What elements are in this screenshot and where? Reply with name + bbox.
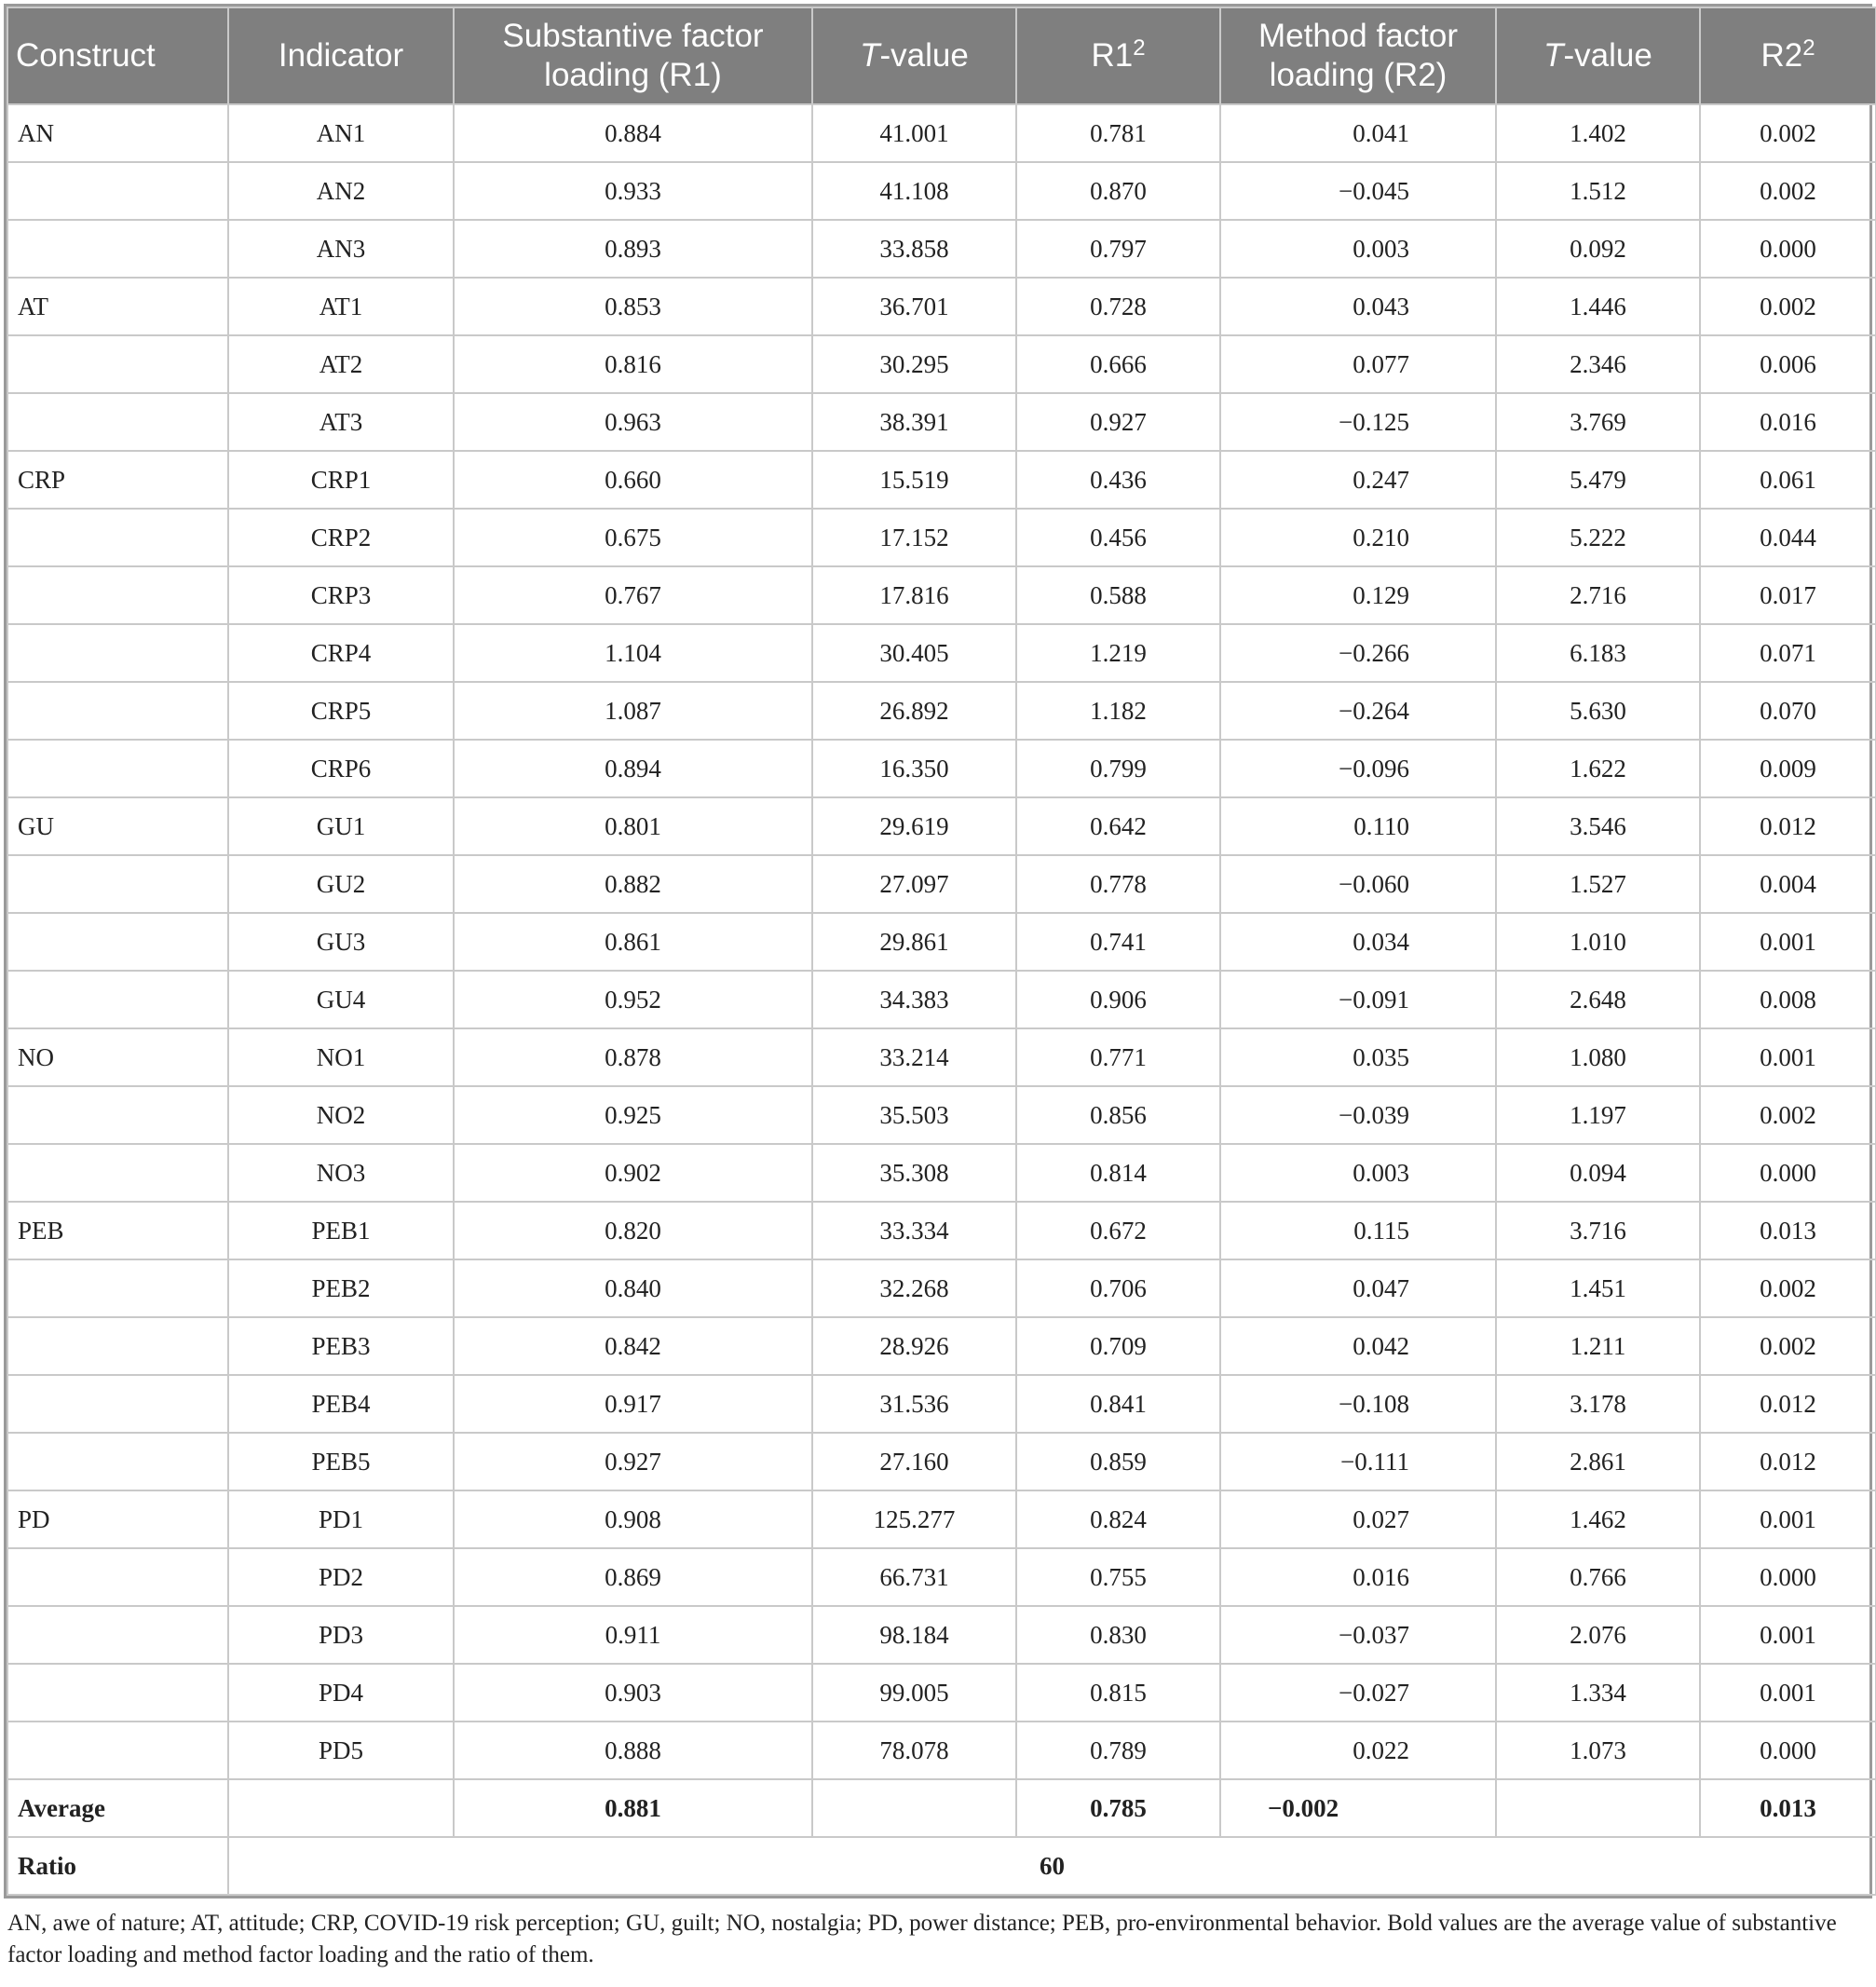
construct-cell: [7, 393, 228, 451]
construct-cell: [7, 1086, 228, 1144]
t-value-1-cell: 99.005: [812, 1664, 1016, 1722]
substantive-loading-cell: 0.840: [454, 1259, 812, 1317]
t-value-2-cell: 1.462: [1496, 1490, 1700, 1548]
r1-squared-cell: 0.927: [1016, 393, 1220, 451]
t-value-1-cell: 30.405: [812, 624, 1016, 682]
construct-cell: [7, 1317, 228, 1375]
r1-squared-cell: 0.799: [1016, 740, 1220, 797]
t-value-2-cell: 1.334: [1496, 1664, 1700, 1722]
table-row: [7, 1433, 1876, 1490]
t-value-2-cell: 0.094: [1496, 1144, 1700, 1202]
t-value-1-cell: 34.383: [812, 971, 1016, 1028]
method-loading-cell: 0.247: [1220, 451, 1496, 509]
indicator-cell: PEB4: [228, 1375, 454, 1433]
header-t-value-1-italic: T: [860, 37, 880, 74]
method-loading-cell: −0.060: [1220, 855, 1496, 913]
method-loading-cell: 0.022: [1220, 1722, 1496, 1779]
table-row: [7, 682, 1876, 740]
r2-squared-cell: 0.002: [1700, 278, 1876, 335]
method-loading-cell: −0.125: [1220, 393, 1496, 451]
t-value-2-cell: 2.648: [1496, 971, 1700, 1028]
substantive-loading-cell: 0.820: [454, 1202, 812, 1259]
r2-squared-cell: 0.070: [1700, 682, 1876, 740]
t-value-1-cell: 16.350: [812, 740, 1016, 797]
table-row: [7, 162, 1876, 220]
r2-squared-cell: 0.002: [1700, 1259, 1876, 1317]
r1-squared-cell: 0.814: [1016, 1144, 1220, 1202]
r1-squared-cell: 0.841: [1016, 1375, 1220, 1433]
r1-squared-cell: 0.771: [1016, 1028, 1220, 1086]
indicator-cell: AT2: [228, 335, 454, 393]
substantive-loading-cell: 0.963: [454, 393, 812, 451]
t-value-1-cell: 41.001: [812, 104, 1016, 162]
header-r2-base: R2: [1760, 37, 1803, 74]
r1-squared-cell: 0.906: [1016, 971, 1220, 1028]
substantive-loading-cell: 0.894: [454, 740, 812, 797]
header-t-value-1-rest: -value: [879, 37, 969, 74]
r1-squared-cell: 0.830: [1016, 1606, 1220, 1664]
r2-squared-cell: 0.006: [1700, 335, 1876, 393]
indicator-cell: GU1: [228, 797, 454, 855]
method-loading-cell: 0.077: [1220, 335, 1496, 393]
indicator-cell: AN2: [228, 162, 454, 220]
t-value-2-cell: 1.402: [1496, 104, 1700, 162]
r2-squared-cell: 0.001: [1700, 913, 1876, 971]
average-t-value-1-cell: [812, 1779, 1016, 1837]
factor-loading-table: [7, 7, 1876, 1896]
table-row: [7, 278, 1876, 335]
t-value-1-cell: 32.268: [812, 1259, 1016, 1317]
t-value-1-cell: 38.391: [812, 393, 1016, 451]
table-row: [7, 104, 1876, 162]
indicator-cell: PEB3: [228, 1317, 454, 1375]
t-value-2-cell: 1.622: [1496, 740, 1700, 797]
r1-squared-cell: 1.219: [1016, 624, 1220, 682]
t-value-1-cell: 35.308: [812, 1144, 1016, 1202]
r1-squared-cell: 0.824: [1016, 1490, 1220, 1548]
t-value-2-cell: 5.222: [1496, 509, 1700, 566]
substantive-loading-cell: 0.842: [454, 1317, 812, 1375]
r2-squared-cell: 0.001: [1700, 1664, 1876, 1722]
construct-cell: [7, 1433, 228, 1490]
t-value-1-cell: 98.184: [812, 1606, 1016, 1664]
table-row: [7, 1664, 1876, 1722]
r2-squared-cell: 0.009: [1700, 740, 1876, 797]
average-method-loading: −0.002: [1220, 1779, 1496, 1837]
substantive-loading-cell: 0.917: [454, 1375, 812, 1433]
method-loading-cell: −0.111: [1220, 1433, 1496, 1490]
t-value-1-cell: 33.334: [812, 1202, 1016, 1259]
r1-squared-cell: 1.182: [1016, 682, 1220, 740]
table-row: [7, 1317, 1876, 1375]
construct-cell: [7, 624, 228, 682]
r1-squared-cell: 0.778: [1016, 855, 1220, 913]
table-row: [7, 1259, 1876, 1317]
construct-cell: [7, 855, 228, 913]
t-value-2-cell: 5.479: [1496, 451, 1700, 509]
r1-squared-cell: 0.666: [1016, 335, 1220, 393]
substantive-loading-cell: 0.675: [454, 509, 812, 566]
t-value-1-cell: 125.277: [812, 1490, 1016, 1548]
substantive-loading-cell: 0.927: [454, 1433, 812, 1490]
method-loading-cell: −0.045: [1220, 162, 1496, 220]
t-value-1-cell: 30.295: [812, 335, 1016, 393]
average-t-value-2-cell: [1496, 1779, 1700, 1837]
construct-cell: NO: [7, 1028, 228, 1086]
t-value-2-cell: 1.073: [1496, 1722, 1700, 1779]
indicator-cell: PD3: [228, 1606, 454, 1664]
r2-squared-cell: 0.002: [1700, 1086, 1876, 1144]
indicator-cell: AT3: [228, 393, 454, 451]
ratio-row: [7, 1837, 1876, 1895]
substantive-loading-cell: 0.861: [454, 913, 812, 971]
r2-squared-cell: 0.008: [1700, 971, 1876, 1028]
table-row: [7, 1606, 1876, 1664]
r2-squared-cell: 0.000: [1700, 1144, 1876, 1202]
header-t-value-2: [1496, 7, 1700, 104]
indicator-cell: CRP4: [228, 624, 454, 682]
r1-squared-cell: 0.859: [1016, 1433, 1220, 1490]
ratio-label: Ratio: [7, 1837, 228, 1895]
r2-squared-cell: 0.001: [1700, 1606, 1876, 1664]
t-value-2-cell: 0.766: [1496, 1548, 1700, 1606]
t-value-2-cell: 2.716: [1496, 566, 1700, 624]
average-r1-squared: 0.785: [1016, 1779, 1220, 1837]
method-loading-cell: 0.035: [1220, 1028, 1496, 1086]
average-r2-squared: 0.013: [1700, 1779, 1876, 1837]
r1-squared-cell: 0.706: [1016, 1259, 1220, 1317]
header-t-value-2-rest: -value: [1563, 37, 1652, 74]
t-value-1-cell: 17.152: [812, 509, 1016, 566]
indicator-cell: NO1: [228, 1028, 454, 1086]
substantive-loading-cell: 0.884: [454, 104, 812, 162]
construct-cell: [7, 220, 228, 278]
indicator-cell: PEB1: [228, 1202, 454, 1259]
indicator-cell: GU2: [228, 855, 454, 913]
header-r1-base: R1: [1091, 37, 1134, 74]
table-row: [7, 624, 1876, 682]
method-loading-cell: −0.039: [1220, 1086, 1496, 1144]
construct-cell: PEB: [7, 1202, 228, 1259]
r2-squared-cell: 0.016: [1700, 393, 1876, 451]
header-r2-squared: [1700, 7, 1876, 104]
construct-cell: [7, 1375, 228, 1433]
average-row: [7, 1779, 1876, 1837]
indicator-cell: AN3: [228, 220, 454, 278]
t-value-2-cell: 5.630: [1496, 682, 1700, 740]
t-value-2-cell: 2.076: [1496, 1606, 1700, 1664]
method-loading-cell: 0.115: [1220, 1202, 1496, 1259]
t-value-1-cell: 36.701: [812, 278, 1016, 335]
t-value-1-cell: 31.536: [812, 1375, 1016, 1433]
substantive-loading-cell: 0.882: [454, 855, 812, 913]
construct-cell: AT: [7, 278, 228, 335]
method-loading-cell: −0.266: [1220, 624, 1496, 682]
indicator-cell: CRP3: [228, 566, 454, 624]
t-value-2-cell: 2.346: [1496, 335, 1700, 393]
header-t-value-2-italic: T: [1543, 37, 1564, 74]
r2-squared-cell: 0.071: [1700, 624, 1876, 682]
t-value-2-cell: 1.010: [1496, 913, 1700, 971]
indicator-cell: PD4: [228, 1664, 454, 1722]
construct-cell: AN: [7, 104, 228, 162]
r2-squared-cell: 0.000: [1700, 1722, 1876, 1779]
t-value-1-cell: 33.858: [812, 220, 1016, 278]
ratio-value: 60: [228, 1837, 1876, 1895]
header-row: [7, 7, 1876, 104]
table-row: [7, 913, 1876, 971]
r1-squared-cell: 0.797: [1016, 220, 1220, 278]
method-loading-cell: 0.042: [1220, 1317, 1496, 1375]
method-loading-cell: −0.091: [1220, 971, 1496, 1028]
t-value-1-cell: 78.078: [812, 1722, 1016, 1779]
average-label: Average: [7, 1779, 228, 1837]
substantive-loading-cell: 0.902: [454, 1144, 812, 1202]
method-loading-cell: 0.041: [1220, 104, 1496, 162]
t-value-1-cell: 27.097: [812, 855, 1016, 913]
r2-squared-cell: 0.061: [1700, 451, 1876, 509]
method-loading-cell: −0.264: [1220, 682, 1496, 740]
r1-squared-cell: 0.456: [1016, 509, 1220, 566]
t-value-1-cell: 26.892: [812, 682, 1016, 740]
t-value-1-cell: 28.926: [812, 1317, 1016, 1375]
indicator-cell: PD2: [228, 1548, 454, 1606]
indicator-cell: NO2: [228, 1086, 454, 1144]
table-row: [7, 1028, 1876, 1086]
substantive-loading-cell: 0.878: [454, 1028, 812, 1086]
table-row: [7, 393, 1876, 451]
construct-cell: CRP: [7, 451, 228, 509]
t-value-2-cell: 0.092: [1496, 220, 1700, 278]
construct-cell: [7, 566, 228, 624]
substantive-loading-cell: 0.853: [454, 278, 812, 335]
construct-cell: GU: [7, 797, 228, 855]
construct-cell: [7, 509, 228, 566]
t-value-2-cell: 3.716: [1496, 1202, 1700, 1259]
substantive-loading-cell: 0.908: [454, 1490, 812, 1548]
t-value-1-cell: 66.731: [812, 1548, 1016, 1606]
r2-squared-cell: 0.044: [1700, 509, 1876, 566]
method-loading-cell: 0.003: [1220, 220, 1496, 278]
r2-squared-cell: 0.017: [1700, 566, 1876, 624]
r1-squared-cell: 0.815: [1016, 1664, 1220, 1722]
construct-cell: [7, 971, 228, 1028]
t-value-1-cell: 35.503: [812, 1086, 1016, 1144]
construct-cell: [7, 1144, 228, 1202]
table-wrapper: [4, 4, 1872, 1971]
r1-squared-cell: 0.870: [1016, 162, 1220, 220]
table-row: [7, 1086, 1876, 1144]
indicator-cell: GU3: [228, 913, 454, 971]
construct-cell: [7, 162, 228, 220]
header-r1-squared: [1016, 7, 1220, 104]
construct-cell: [7, 1548, 228, 1606]
substantive-loading-cell: 1.087: [454, 682, 812, 740]
table-row: [7, 1375, 1876, 1433]
substantive-loading-cell: 0.893: [454, 220, 812, 278]
table-row: [7, 855, 1876, 913]
indicator-cell: PD5: [228, 1722, 454, 1779]
method-loading-cell: 0.110: [1220, 797, 1496, 855]
table-row: [7, 1202, 1876, 1259]
r2-squared-cell: 0.012: [1700, 1433, 1876, 1490]
substantive-loading-cell: 0.767: [454, 566, 812, 624]
table-frame: [4, 4, 1872, 1899]
table-row: [7, 971, 1876, 1028]
t-value-2-cell: 1.527: [1496, 855, 1700, 913]
indicator-cell: PD1: [228, 1490, 454, 1548]
table-row: [7, 797, 1876, 855]
construct-cell: [7, 1722, 228, 1779]
r2-squared-cell: 0.002: [1700, 1317, 1876, 1375]
header-substantive-line2: loading (R1): [544, 57, 722, 93]
substantive-loading-cell: 0.816: [454, 335, 812, 393]
table-footnote: AN, awe of nature; AT, attitude; CRP, COVID-19 risk perception; GU, guilt; NO, nostalgia; PD, power distance; PEB, pro-environmental behavior. Bold values are the average value of substantive factor loading and method factor loading and the ratio of them.: [7, 1911, 1837, 1967]
indicator-cell: PEB2: [228, 1259, 454, 1317]
method-loading-cell: 0.047: [1220, 1259, 1496, 1317]
t-value-1-cell: 33.214: [812, 1028, 1016, 1086]
r2-squared-cell: 0.000: [1700, 220, 1876, 278]
r2-squared-cell: 0.012: [1700, 1375, 1876, 1433]
t-value-1-cell: 17.816: [812, 566, 1016, 624]
method-loading-cell: 0.210: [1220, 509, 1496, 566]
r1-squared-cell: 0.741: [1016, 913, 1220, 971]
t-value-2-cell: 2.861: [1496, 1433, 1700, 1490]
substantive-loading-cell: 0.911: [454, 1606, 812, 1664]
indicator-cell: CRP6: [228, 740, 454, 797]
table-row: [7, 1144, 1876, 1202]
header-method-line2: loading (R2): [1269, 57, 1448, 93]
substantive-loading-cell: 0.888: [454, 1722, 812, 1779]
r2-squared-cell: 0.000: [1700, 1548, 1876, 1606]
substantive-loading-cell: 0.660: [454, 451, 812, 509]
r2-squared-cell: 0.002: [1700, 104, 1876, 162]
t-value-2-cell: 1.211: [1496, 1317, 1700, 1375]
t-value-2-cell: 1.451: [1496, 1259, 1700, 1317]
method-loading-cell: 0.034: [1220, 913, 1496, 971]
r1-squared-cell: 0.755: [1016, 1548, 1220, 1606]
t-value-1-cell: 29.861: [812, 913, 1016, 971]
table-row: [7, 335, 1876, 393]
method-loading-cell: 0.129: [1220, 566, 1496, 624]
t-value-2-cell: 3.178: [1496, 1375, 1700, 1433]
t-value-2-cell: 1.080: [1496, 1028, 1700, 1086]
r2-squared-cell: 0.013: [1700, 1202, 1876, 1259]
method-loading-cell: −0.108: [1220, 1375, 1496, 1433]
table-row: [7, 509, 1876, 566]
table-row: [7, 1722, 1876, 1779]
method-loading-cell: −0.037: [1220, 1606, 1496, 1664]
r1-squared-cell: 0.781: [1016, 104, 1220, 162]
table-row: [7, 451, 1876, 509]
t-value-2-cell: 6.183: [1496, 624, 1700, 682]
substantive-loading-cell: 0.801: [454, 797, 812, 855]
t-value-2-cell: 1.446: [1496, 278, 1700, 335]
header-substantive-loading: [454, 7, 812, 104]
header-method-loading: [1220, 7, 1496, 104]
t-value-1-cell: 15.519: [812, 451, 1016, 509]
header-substantive-line1: Substantive factor: [502, 18, 764, 54]
r2-squared-cell: 0.001: [1700, 1028, 1876, 1086]
indicator-cell: AN1: [228, 104, 454, 162]
r1-squared-cell: 0.709: [1016, 1317, 1220, 1375]
construct-cell: [7, 335, 228, 393]
method-loading-cell: −0.027: [1220, 1664, 1496, 1722]
average-indicator-cell: [228, 1779, 454, 1837]
indicator-cell: CRP2: [228, 509, 454, 566]
table-row: [7, 566, 1876, 624]
substantive-loading-cell: 0.925: [454, 1086, 812, 1144]
indicator-cell: PEB5: [228, 1433, 454, 1490]
header-construct: Construct: [7, 7, 228, 104]
r2-squared-cell: 0.012: [1700, 797, 1876, 855]
r1-squared-cell: 0.856: [1016, 1086, 1220, 1144]
construct-cell: [7, 1259, 228, 1317]
method-loading-cell: 0.003: [1220, 1144, 1496, 1202]
method-loading-cell: 0.016: [1220, 1548, 1496, 1606]
substantive-loading-cell: 0.952: [454, 971, 812, 1028]
r1-squared-cell: 0.436: [1016, 451, 1220, 509]
method-loading-cell: 0.027: [1220, 1490, 1496, 1548]
header-method-line1: Method factor: [1258, 18, 1458, 54]
indicator-cell: NO3: [228, 1144, 454, 1202]
construct-cell: PD: [7, 1490, 228, 1548]
t-value-2-cell: 3.769: [1496, 393, 1700, 451]
substantive-loading-cell: 0.869: [454, 1548, 812, 1606]
t-value-1-cell: 29.619: [812, 797, 1016, 855]
r1-squared-cell: 0.728: [1016, 278, 1220, 335]
header-r2-sup: 2: [1802, 35, 1815, 61]
table-row: [7, 740, 1876, 797]
r1-squared-cell: 0.789: [1016, 1722, 1220, 1779]
indicator-cell: CRP1: [228, 451, 454, 509]
construct-cell: [7, 740, 228, 797]
t-value-2-cell: 1.197: [1496, 1086, 1700, 1144]
header-indicator: Indicator: [228, 7, 454, 104]
method-loading-cell: 0.043: [1220, 278, 1496, 335]
indicator-cell: AT1: [228, 278, 454, 335]
table-row: [7, 220, 1876, 278]
header-r1-sup: 2: [1133, 35, 1146, 61]
table-row: [7, 1490, 1876, 1548]
header-t-value-1: [812, 7, 1016, 104]
method-loading-cell: −0.096: [1220, 740, 1496, 797]
average-substantive-loading: 0.881: [454, 1779, 812, 1837]
t-value-1-cell: 41.108: [812, 162, 1016, 220]
indicator-cell: GU4: [228, 971, 454, 1028]
r2-squared-cell: 0.004: [1700, 855, 1876, 913]
construct-cell: [7, 1664, 228, 1722]
table-row: [7, 1548, 1876, 1606]
substantive-loading-cell: 1.104: [454, 624, 812, 682]
substantive-loading-cell: 0.933: [454, 162, 812, 220]
t-value-2-cell: 3.546: [1496, 797, 1700, 855]
construct-cell: [7, 682, 228, 740]
r1-squared-cell: 0.642: [1016, 797, 1220, 855]
r2-squared-cell: 0.002: [1700, 162, 1876, 220]
table-body: [7, 104, 1876, 1895]
t-value-1-cell: 27.160: [812, 1433, 1016, 1490]
construct-cell: [7, 913, 228, 971]
construct-cell: [7, 1606, 228, 1664]
r1-squared-cell: 0.588: [1016, 566, 1220, 624]
r2-squared-cell: 0.001: [1700, 1490, 1876, 1548]
indicator-cell: CRP5: [228, 682, 454, 740]
t-value-2-cell: 1.512: [1496, 162, 1700, 220]
substantive-loading-cell: 0.903: [454, 1664, 812, 1722]
r1-squared-cell: 0.672: [1016, 1202, 1220, 1259]
